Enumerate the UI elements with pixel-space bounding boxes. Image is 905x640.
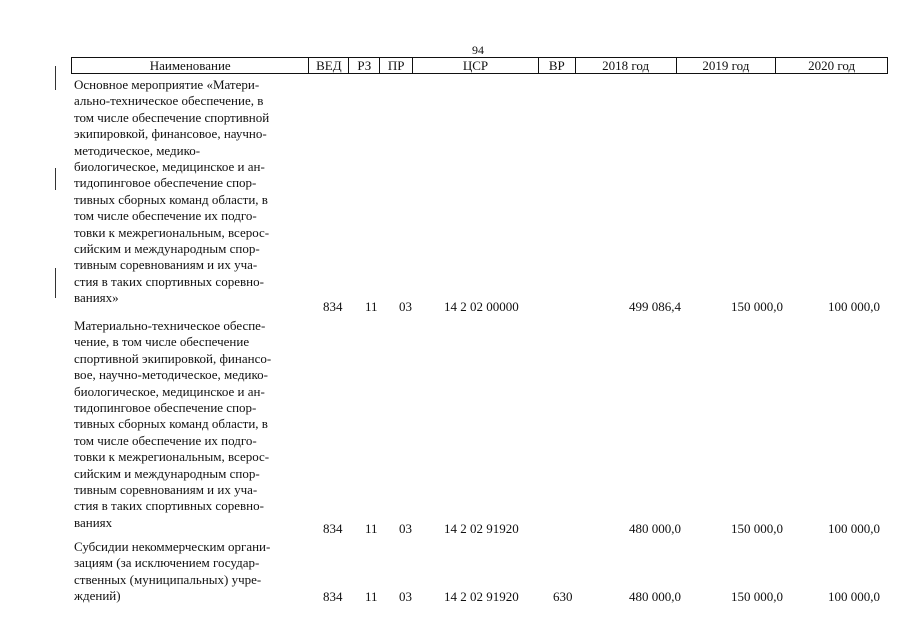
row-vr: 630 (553, 589, 573, 604)
binding-mark (55, 66, 56, 90)
row-amount-2018: 480 000,0 (629, 521, 681, 536)
row-ved: 834 (323, 589, 343, 604)
row-name: Субсидии некоммерческим органи- зациям (за исключением государ- ственных (муниципальных) учре- ждений) (74, 539, 271, 604)
row-amount-2020: 100 000,0 (828, 589, 880, 604)
row-ved: 834 (323, 521, 343, 536)
row-ved: 834 (323, 299, 343, 314)
row-pr: 03 (399, 589, 412, 604)
row-rz: 11 (365, 589, 378, 604)
binding-mark (55, 168, 56, 190)
row-amount-2020: 100 000,0 (828, 521, 880, 536)
header-csr: ЦСР (413, 58, 539, 73)
row-csr: 14 2 02 91920 (444, 589, 519, 604)
header-vr: ВР (539, 58, 576, 73)
header-year-2019: 2019 год (677, 58, 777, 73)
header-ved: ВЕД (309, 58, 349, 73)
row-amount-2019: 150 000,0 (731, 299, 783, 314)
row-amount-2019: 150 000,0 (731, 521, 783, 536)
header-year-2018: 2018 год (576, 58, 677, 73)
header-year-2020: 2020 год (808, 58, 856, 73)
row-rz: 11 (365, 521, 378, 536)
header-pr: ПР (380, 58, 413, 73)
header-rz: РЗ (349, 58, 380, 73)
table-row (71, 539, 888, 609)
row-amount-2019: 150 000,0 (731, 589, 783, 604)
row-rz: 11 (365, 299, 378, 314)
page-number: 94 (472, 43, 484, 57)
row-csr: 14 2 02 00000 (444, 299, 519, 314)
table-row (71, 77, 888, 317)
row-amount-2018: 480 000,0 (629, 589, 681, 604)
row-name: Материально-техническое обеспе- чение, в том числе обеспечение спортивной экипировкой, финансо- вое, научно-методическое, медико- биологическое, медицинское и ан- тидопинговое обеспечение спор- тивных сборных команд области, в том числе обеспечение их подго- товки к межрегиональным, всерос- сийским и международным спор- тивным соревнованиям и их уча- стия в таких спортивных соревно- ваниях (74, 318, 272, 530)
row-pr: 03 (399, 521, 412, 536)
row-amount-2018: 499 086,4 (629, 299, 681, 314)
table-header (71, 57, 888, 74)
row-csr: 14 2 02 91920 (444, 521, 519, 536)
row-name: Основное мероприятие «Матери- ально-техническое обеспечение, в том числе обеспечение спортивной экипировкой, финансовое, научно- методическое, медико- биологическое, медицинское и ан- тидопинговое обеспечение спор- тивных сборных команд области, в том числе обеспечение их подго- товки к межрегиональным, всерос- сийским и международным спор- тивным соревнованиям и их уча- стия в таких спортивных соревно- ваниях» (74, 77, 270, 306)
binding-mark (55, 268, 56, 298)
table-row (71, 318, 888, 538)
header-name: Наименование (72, 58, 309, 73)
row-amount-2020: 100 000,0 (828, 299, 880, 314)
row-pr: 03 (399, 299, 412, 314)
